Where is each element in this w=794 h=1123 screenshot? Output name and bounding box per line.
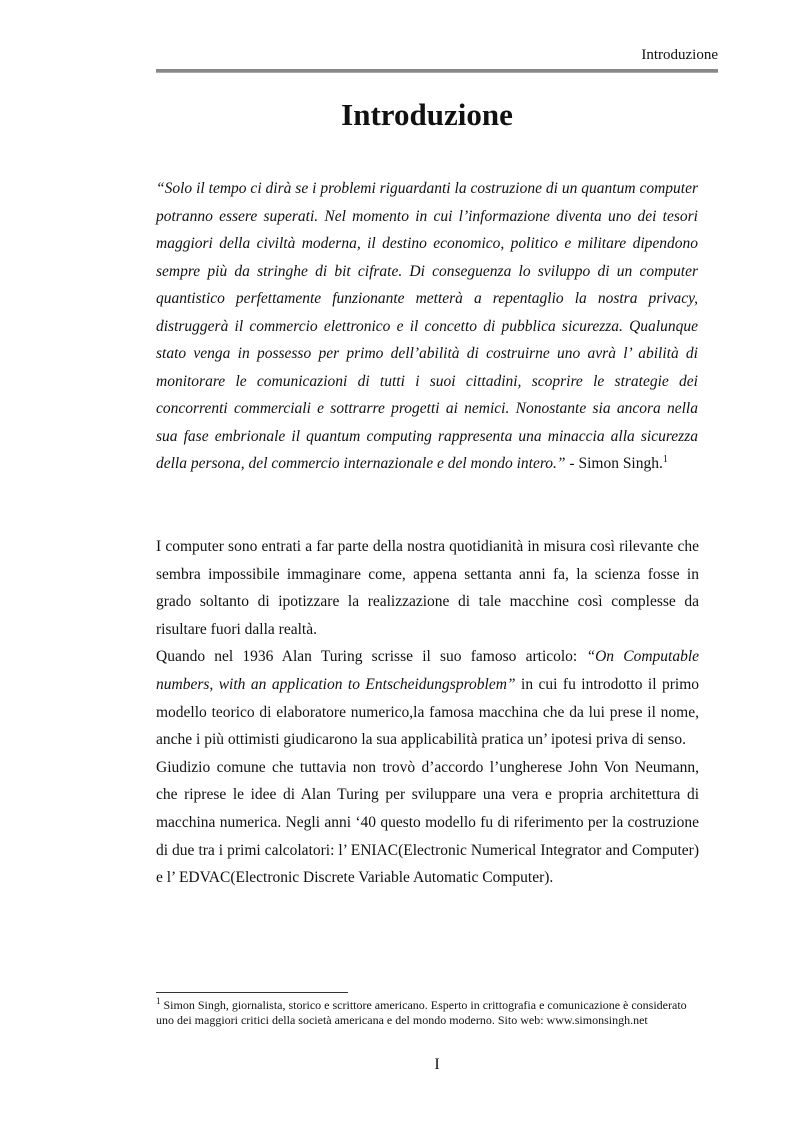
- running-header: Introduzione: [641, 47, 718, 63]
- paragraph-2-start: Quando nel 1936 Alan Turing scrisse il suo famoso articolo:: [156, 648, 578, 666]
- page-number: I: [434, 1056, 440, 1073]
- chapter-title: Introduzione: [341, 97, 513, 132]
- footnote-rule: [156, 992, 348, 993]
- epigraph-quote: “Solo il tempo ci dirà se i problemi riguardanti la costruzione di un quantum computer potranno essere superati. Nel momento in cui l’informazione diventa uno dei tesori maggiori della civiltà moderna, il destino economico, politico e militare dipendono sempre più da stringhe di bit cifrate. Di conseguenza lo sviluppo di un computer quantistico perfettamente funzionante metterà a repentaglio la nostra privacy, distruggerà il commercio elettronico e il concetto di pubblica sicurezza. Qualunque stato venga in possesso per primo dell’abilità di costruirne uno avrà l’ abilità di monitorare le comunicazioni di tutti i suoi cittadini, scoprire le strategie dei concorrenti commerciali e sottrarre progetti ai nemici. Nonostante sia ancora nella sua fase embrionale il quantum computing rappresenta una minaccia alla sicurezza della persona, del commercio internazionale e del mondo intero.”: [156, 180, 698, 472]
- paragraph-3: Giudizio comune che tuttavia non trovò d’accordo l’ungherese John Von Neumann, che riprese le idee di Alan Turing per sviluppare una vera e propria architettura di macchina numerica. Negli anni ‘40 questo modello fu di riferimento per la costruzione di due tra i primi calcolatori: l’ ENIAC(Electronic Numerical Integrator and Computer) e l’ EDVAC(Electronic Discrete Variable Automatic Computer).: [156, 758, 699, 887]
- paragraph-2-end: in cui fu introdotto il primo modello teorico di elaboratore numerico,la famosa macchina che da lui prese il nome, anche i più ottimisti giudicarono la sua applicabilità pratica un’ ipotesi priva di senso.: [156, 675, 699, 749]
- paragraph-2: [156, 643, 699, 753]
- footnote-reference[interactable]: 1: [662, 453, 668, 465]
- paragraph-1: I computer sono entrati a far parte della nostra quotidianità in misura così rilevante che sembra impossibile immaginare come, appena settanta anni fa, la scienza fosse in grado soltanto di ipotizzare la realizzazione di tale macchine così complesse da risultare fuori dalla realtà.: [156, 538, 699, 638]
- epigraph-attribution: - Simon Singh.: [569, 455, 663, 472]
- body-text: [156, 533, 699, 892]
- epigraph: [156, 175, 698, 478]
- header-rule: [156, 69, 718, 73]
- footnote-text: Simon Singh, giornalista, storico e scrittore americano. Esperto in crittografia e comunicazione è considerato uno dei maggiori critici della società americana e del mondo moderno. Sito web: www.simonsingh.net: [156, 998, 687, 1028]
- article-title: “On Computable numbers, with an application to Entscheidungsproblem”: [156, 648, 700, 693]
- footnote: [156, 998, 698, 1029]
- footnote-number: 1: [156, 996, 161, 1006]
